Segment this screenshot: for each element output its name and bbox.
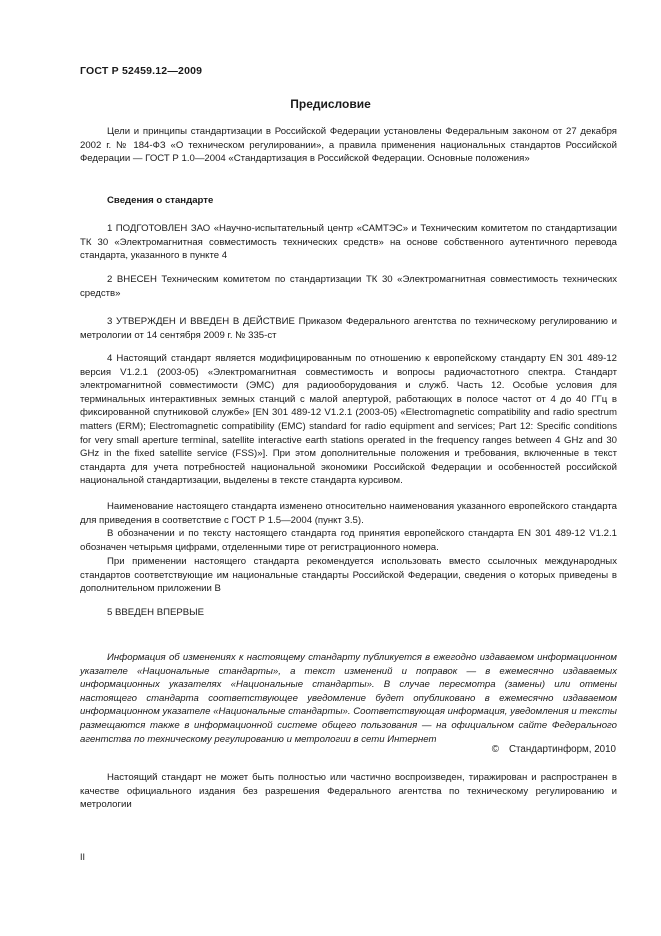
item-introduced: 2 ВНЕСЕН Техническим комитетом по стандартизации ТК 30 «Электромагнитная совместимость технических средств» [80, 274, 617, 299]
info-heading: Сведения о стандарте [107, 195, 214, 206]
copyright-symbol: © [491, 744, 499, 755]
standard-number: ГОСТ Р 52459.12—2009 [80, 65, 203, 77]
item-first-introduced: 5 ВВЕДЕН ВПЕРВЫЕ [107, 607, 205, 618]
copyright-text: Стандартинформ, 2010 [508, 744, 616, 755]
changes-notice: Информация об изменениях к настоящему стандарту публикуется в ежегодно издаваемом информационном указателе «Национальные стандарты», а текст изменений и поправок — в ежемесячно издаваемых информационных указателях «Национальные стандарты». В случае пересмотра (замены) или отмены настоящего стандарта соответствующее уведомление будет опубликовано в ежемесячно издаваемом информационном указателе «Национальные стандарты». Соответствующая информация, уведомления и тексты размещаются также в информационной системе общего пользования — на официальном сайте Федерального агентства по техническому регулированию и метрологии в сети Интернет [80, 652, 617, 745]
rights-notice: Настоящий стандарт не может быть полностью или частично воспроизведен, тиражирован и распространен в качестве официального издания без разрешения Федерального агентства по техническому регулированию и метрологии [80, 772, 617, 811]
copyright [492, 744, 616, 755]
item-name-change: Наименование настоящего стандарта изменено относительно наименования указанного европейского стандарта для приведения в соответствие с ГОСТ Р 1.5—2004 (пункт 3.5). [80, 501, 617, 526]
item-references: При применении настоящего стандарта рекомендуется использовать вместо ссылочных международных стандартов соответствующие им национальные стандарты Российской Федерации, сведения о которых приведены в дополнительном приложении В [80, 556, 617, 595]
page-number: II [80, 852, 86, 862]
item-prepared: 1 ПОДГОТОВЛЕН ЗАО «Научно-испытательный центр «САМТЭС» и Техническим комитетом по стандартизации ТК 30 «Электромагнитная совместимость технических средств» на основе собственного аутентичного перевода стандарта, указанного в пункте 4 [80, 223, 617, 262]
item-modified: 4 Настоящий стандарт является модифицированным по отношению к европейскому стандарту EN 301 489-12 версия V1.2.1 (2003-05) «Электромагнитная совместимость и вопросы радиочастотного спектра. Стандарт электромагнитной совместимости (ЭМС) для радиооборудования и служб. Часть 12. Особые условия для терминальных интерактивных земных станций с малой апертурой, работающих в полосе частот от 4 до 40 ГГц в фиксированной спутниковой службе» [EN 301 489-12 V1.2.1 (2003-05) «Electromagnetic compatibility and radio spectrum matters (ERM); Electromagnetic compatibility (EMC) standard for radio equipment and services; Part 12: Specific conditions for very small aperture terminal, satellite interactive earth stations operated in the frequency ranges between 4 GHz and 30 GHz in the fixed satellite service (FSS)»]. При этом дополнительные положения и требования, включенные в текст стандарта для учета потребностей национальной экономики Российской Федерации и особенностей российской национальной стандартизации, выделены в тексте стандарта курсивом. [80, 353, 617, 487]
page-title: Предисловие [290, 97, 371, 111]
item-approved: 3 УТВЕРЖДЕН И ВВЕДЕН В ДЕЙСТВИЕ Приказом Федерального агентства по техническому регулированию и метрологии от 14 сентября 2009 г. № 335-ст [80, 316, 617, 341]
item-designation: В обозначении и по тексту настоящего стандарта год принятия европейского стандарта EN 301 489-12 V1.2.1 обозначен четырьмя цифрами, отделенными тире от регистрационного номера. [80, 528, 617, 553]
intro-paragraph: Цели и принципы стандартизации в Российской Федерации установлены Федеральным законом от 27 декабря 2002 г. № 184-ФЗ «О техническом регулировании», а правила применения национальных стандартов Российской Федерации — ГОСТ Р 1.0—2004 «Стандартизация в Российской Федерации. Основные положения» [80, 126, 617, 165]
